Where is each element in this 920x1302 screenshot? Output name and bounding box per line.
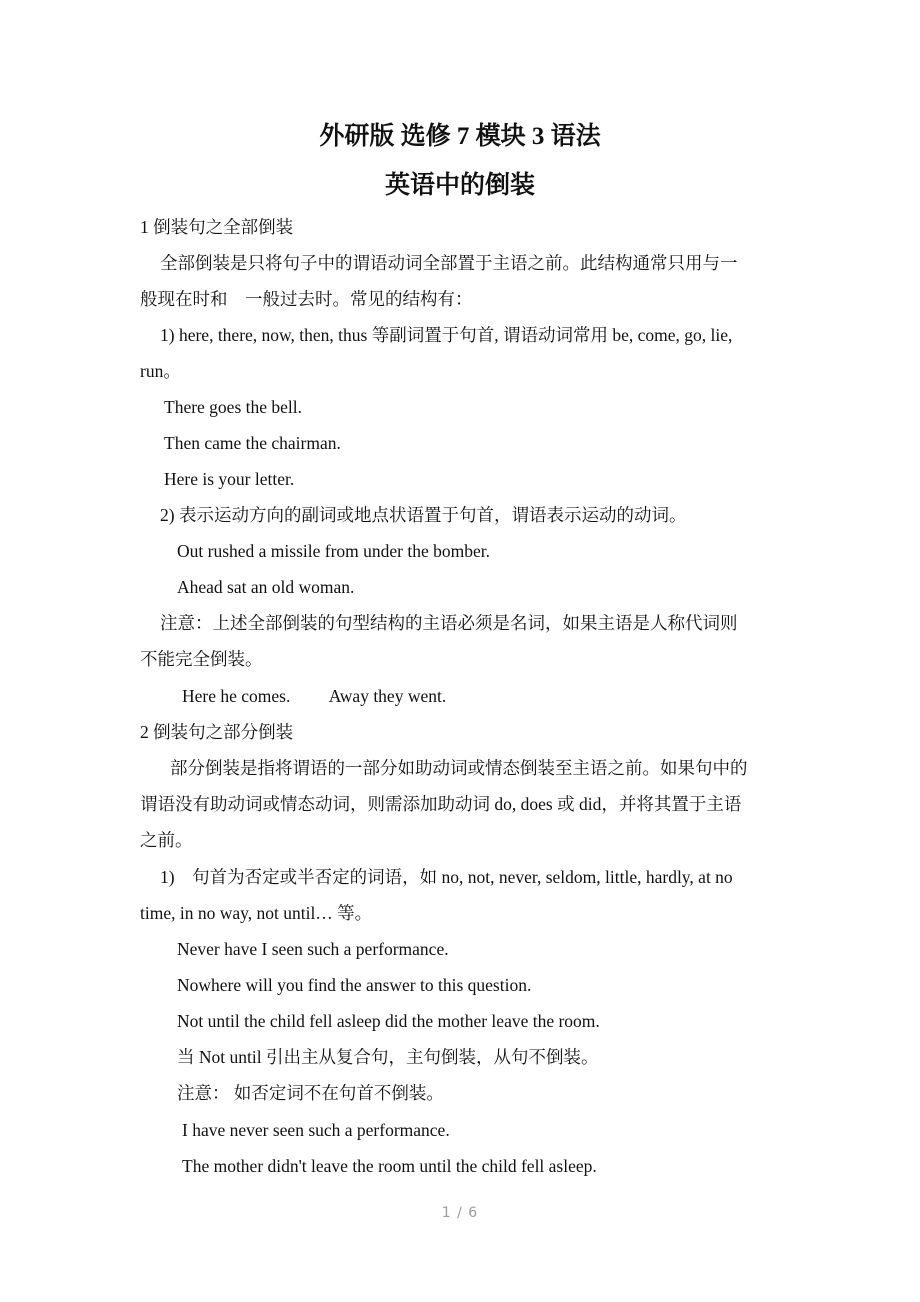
example-sentence: I have never seen such a performance.: [182, 1120, 450, 1140]
example-sentence: The mother didn't leave the room until the child fell asleep.: [182, 1156, 597, 1176]
paragraph-line: 谓语没有助动词或情态动词，则需添加助动词 do, does 或 did，并将其置于主语: [140, 794, 742, 814]
example-sentence: Then came the chairman.: [164, 433, 341, 453]
example-sentence: There goes the bell.: [164, 397, 303, 417]
rule-line: 1) here, there, now, then, thus 等副词置于句首, 谓语动词常用 be, come, go, lie,: [160, 325, 733, 345]
example-sentence: Ahead sat an old woman.: [177, 577, 355, 597]
rule-line: 1) 句首为否定或半否定的词语，如 no, not, never, seldom, little, hardly, at no: [160, 867, 733, 887]
example-sentence: Here is your letter.: [164, 469, 295, 489]
section-heading-full-inversion: 1 倒装句之全部倒装: [140, 217, 294, 237]
rule-line: run。: [140, 361, 181, 381]
example-sentence: Nowhere will you find the answer to this question.: [177, 975, 532, 995]
note-line: 不能完全倒装。: [140, 649, 263, 669]
paragraph-line: 部分倒装是指将谓语的一部分如助动词或情态倒装至主语之前。如果句中的: [170, 758, 748, 778]
paragraph-line: 全部倒装是只将句子中的谓语动词全部置于主语之前。此结构通常只用与一: [160, 253, 738, 273]
document-subtitle: 英语中的倒装: [384, 172, 535, 199]
example-sentence: Out rushed a missile from under the bomber.: [177, 541, 490, 561]
example-sentence: Not until the child fell asleep did the mother leave the room.: [177, 1011, 600, 1031]
rule-line: 2) 表示运动方向的副词或地点状语置于句首，谓语表示运动的动词。: [160, 505, 687, 525]
page-indicator: 1 / 6: [441, 1205, 479, 1221]
example-sentence: Never have I seen such a performance.: [177, 939, 449, 959]
note-line: 注意： 如否定词不在句首不倒装。: [177, 1083, 444, 1103]
section-heading-partial-inversion: 2 倒装句之部分倒装: [140, 722, 294, 742]
document-title: 外研版 选修 7 模块 3 语法: [319, 123, 601, 150]
paragraph-line: 之前。: [140, 830, 193, 850]
paragraph-line: 般现在时和 一般过去时。常见的结构有：: [140, 289, 473, 309]
rule-line: time, in no way, not until… 等。: [140, 903, 373, 923]
note-line: 注意：上述全部倒装的句型结构的主语必须是名词，如果主语是人称代词则: [160, 613, 738, 633]
example-sentence: Here he comes. Away they went.: [182, 686, 447, 706]
note-line: 当 Not until 引出主从复合句，主句倒装，从句不倒装。: [177, 1047, 599, 1067]
